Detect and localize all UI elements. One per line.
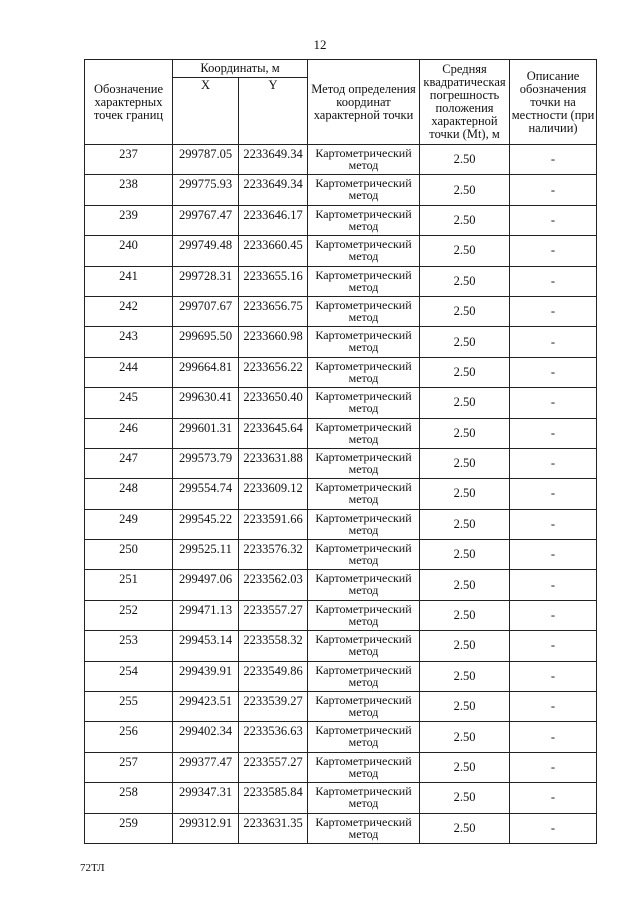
cell-description: - [510,296,597,326]
cell-y: 2233609.12 [239,479,308,509]
cell-x: 299545.22 [173,509,239,539]
cell-description: - [510,175,597,205]
cell-y: 2233649.34 [239,175,308,205]
table-row [85,600,597,630]
cell-method: Картометрический метод [308,388,420,418]
cell-accuracy: 2.50 [420,813,510,843]
cell-y: 2233591.66 [239,509,308,539]
cell-description: - [510,631,597,661]
cell-point: 259 [85,813,173,843]
table-row [85,509,597,539]
cell-x: 299471.13 [173,600,239,630]
cell-x: 299728.31 [173,266,239,296]
cell-accuracy: 2.50 [420,327,510,357]
cell-method: Картометрический метод [308,722,420,752]
cell-accuracy: 2.50 [420,448,510,478]
cell-point: 246 [85,418,173,448]
cell-y: 2233649.34 [239,145,308,175]
table-row [85,631,597,661]
cell-accuracy: 2.50 [420,509,510,539]
table-row [85,479,597,509]
cell-point: 249 [85,509,173,539]
cell-point: 251 [85,570,173,600]
cell-y: 2233656.22 [239,357,308,387]
cell-y: 2233536.63 [239,722,308,752]
header-y: Y [239,78,308,145]
cell-point: 245 [85,388,173,418]
cell-description: - [510,540,597,570]
table-row [85,205,597,235]
cell-accuracy: 2.50 [420,600,510,630]
cell-accuracy: 2.50 [420,752,510,782]
cell-description: - [510,600,597,630]
cell-description: - [510,145,597,175]
cell-x: 299749.48 [173,236,239,266]
cell-description: - [510,205,597,235]
cell-x: 299377.47 [173,752,239,782]
cell-point: 243 [85,327,173,357]
table-row [85,296,597,326]
cell-accuracy: 2.50 [420,722,510,752]
table-row [85,752,597,782]
cell-accuracy: 2.50 [420,357,510,387]
cell-accuracy: 2.50 [420,418,510,448]
table-row [85,448,597,478]
cell-description: - [510,509,597,539]
cell-y: 2233656.75 [239,296,308,326]
cell-y: 2233631.88 [239,448,308,478]
header-description: Описание обозначения точки на местности (при наличии) [510,60,597,145]
cell-x: 299453.14 [173,631,239,661]
cell-point: 240 [85,236,173,266]
cell-accuracy: 2.50 [420,236,510,266]
cell-description: - [510,661,597,691]
cell-method: Картометрический метод [308,570,420,600]
table-row [85,722,597,752]
page-number: 12 [313,37,327,52]
table-row [85,692,597,722]
cell-x: 299312.91 [173,813,239,843]
cell-method: Картометрический метод [308,813,420,843]
cell-y: 2233562.03 [239,570,308,600]
cell-x: 299630.41 [173,388,239,418]
cell-description: - [510,722,597,752]
cell-point: 238 [85,175,173,205]
cell-x: 299767.47 [173,205,239,235]
cell-x: 299775.93 [173,175,239,205]
cell-method: Картометрический метод [308,631,420,661]
table-row [85,661,597,691]
cell-accuracy: 2.50 [420,175,510,205]
cell-method: Картометрический метод [308,752,420,782]
cell-point: 248 [85,479,173,509]
cell-x: 299664.81 [173,357,239,387]
cell-method: Картометрический метод [308,692,420,722]
cell-point: 252 [85,600,173,630]
cell-x: 299707.67 [173,296,239,326]
cell-method: Картометрический метод [308,661,420,691]
cell-point: 258 [85,783,173,813]
cell-y: 2233558.32 [239,631,308,661]
cell-y: 2233660.45 [239,236,308,266]
cell-x: 299347.31 [173,783,239,813]
cell-method: Картометрический метод [308,448,420,478]
cell-description: - [510,570,597,600]
cell-description: - [510,752,597,782]
header-method: Метод определения координат характерной точки [308,60,420,145]
cell-method: Картометрический метод [308,418,420,448]
cell-point: 237 [85,145,173,175]
cell-x: 299573.79 [173,448,239,478]
cell-method: Картометрический метод [308,357,420,387]
cell-x: 299402.34 [173,722,239,752]
header-accuracy: Средняя квадратическая погрешность положения характерной точки (Mt), м [420,60,510,145]
cell-y: 2233576.32 [239,540,308,570]
boundary-points-table [84,59,597,844]
table-row [85,570,597,600]
cell-x: 299423.51 [173,692,239,722]
footer-code: 72ТЛ [80,862,105,874]
cell-y: 2233557.27 [239,600,308,630]
cell-accuracy: 2.50 [420,296,510,326]
cell-point: 241 [85,266,173,296]
cell-description: - [510,418,597,448]
cell-point: 253 [85,631,173,661]
cell-method: Картометрический метод [308,296,420,326]
cell-x: 299695.50 [173,327,239,357]
cell-point: 244 [85,357,173,387]
header-point-designation: Обозначение характерных точек границ [85,60,173,145]
cell-point: 247 [85,448,173,478]
table-row [85,236,597,266]
cell-y: 2233549.86 [239,661,308,691]
cell-x: 299601.31 [173,418,239,448]
cell-y: 2233660.98 [239,327,308,357]
cell-accuracy: 2.50 [420,266,510,296]
cell-description: - [510,266,597,296]
cell-description: - [510,692,597,722]
cell-description: - [510,236,597,266]
cell-y: 2233655.16 [239,266,308,296]
cell-point: 254 [85,661,173,691]
cell-method: Картометрический метод [308,783,420,813]
cell-accuracy: 2.50 [420,783,510,813]
cell-method: Картометрический метод [308,479,420,509]
cell-description: - [510,813,597,843]
cell-method: Картометрический метод [308,509,420,539]
cell-x: 299497.06 [173,570,239,600]
cell-accuracy: 2.50 [420,388,510,418]
cell-y: 2233646.17 [239,205,308,235]
header-x: X [173,78,239,145]
cell-accuracy: 2.50 [420,570,510,600]
table-row [85,357,597,387]
cell-description: - [510,357,597,387]
cell-y: 2233650.40 [239,388,308,418]
cell-point: 255 [85,692,173,722]
cell-y: 2233631.35 [239,813,308,843]
table-row [85,813,597,843]
table-row [85,175,597,205]
header-coordinates: Координаты, м [173,60,308,78]
cell-x: 299554.74 [173,479,239,509]
table-row [85,327,597,357]
table-row [85,266,597,296]
cell-y: 2233539.27 [239,692,308,722]
cell-method: Картометрический метод [308,175,420,205]
cell-method: Картометрический метод [308,205,420,235]
cell-method: Картометрический метод [308,236,420,266]
cell-point: 257 [85,752,173,782]
cell-y: 2233557.27 [239,752,308,782]
table-row [85,388,597,418]
table-row [85,418,597,448]
cell-accuracy: 2.50 [420,145,510,175]
cell-method: Картометрический метод [308,266,420,296]
table-body [85,145,597,844]
cell-y: 2233645.64 [239,418,308,448]
cell-point: 256 [85,722,173,752]
cell-method: Картометрический метод [308,540,420,570]
cell-y: 2233585.84 [239,783,308,813]
boundary-points-table-container [84,59,597,844]
cell-x: 299787.05 [173,145,239,175]
cell-accuracy: 2.50 [420,205,510,235]
cell-x: 299525.11 [173,540,239,570]
cell-description: - [510,479,597,509]
cell-method: Картометрический метод [308,145,420,175]
table-row [85,540,597,570]
cell-method: Картометрический метод [308,327,420,357]
cell-point: 242 [85,296,173,326]
table-header [85,60,597,145]
cell-point: 239 [85,205,173,235]
cell-description: - [510,448,597,478]
cell-accuracy: 2.50 [420,631,510,661]
cell-accuracy: 2.50 [420,540,510,570]
cell-description: - [510,388,597,418]
cell-description: - [510,327,597,357]
cell-accuracy: 2.50 [420,692,510,722]
cell-accuracy: 2.50 [420,479,510,509]
cell-accuracy: 2.50 [420,661,510,691]
cell-point: 250 [85,540,173,570]
cell-description: - [510,783,597,813]
table-row [85,145,597,175]
cell-x: 299439.91 [173,661,239,691]
table-row [85,783,597,813]
cell-method: Картометрический метод [308,600,420,630]
